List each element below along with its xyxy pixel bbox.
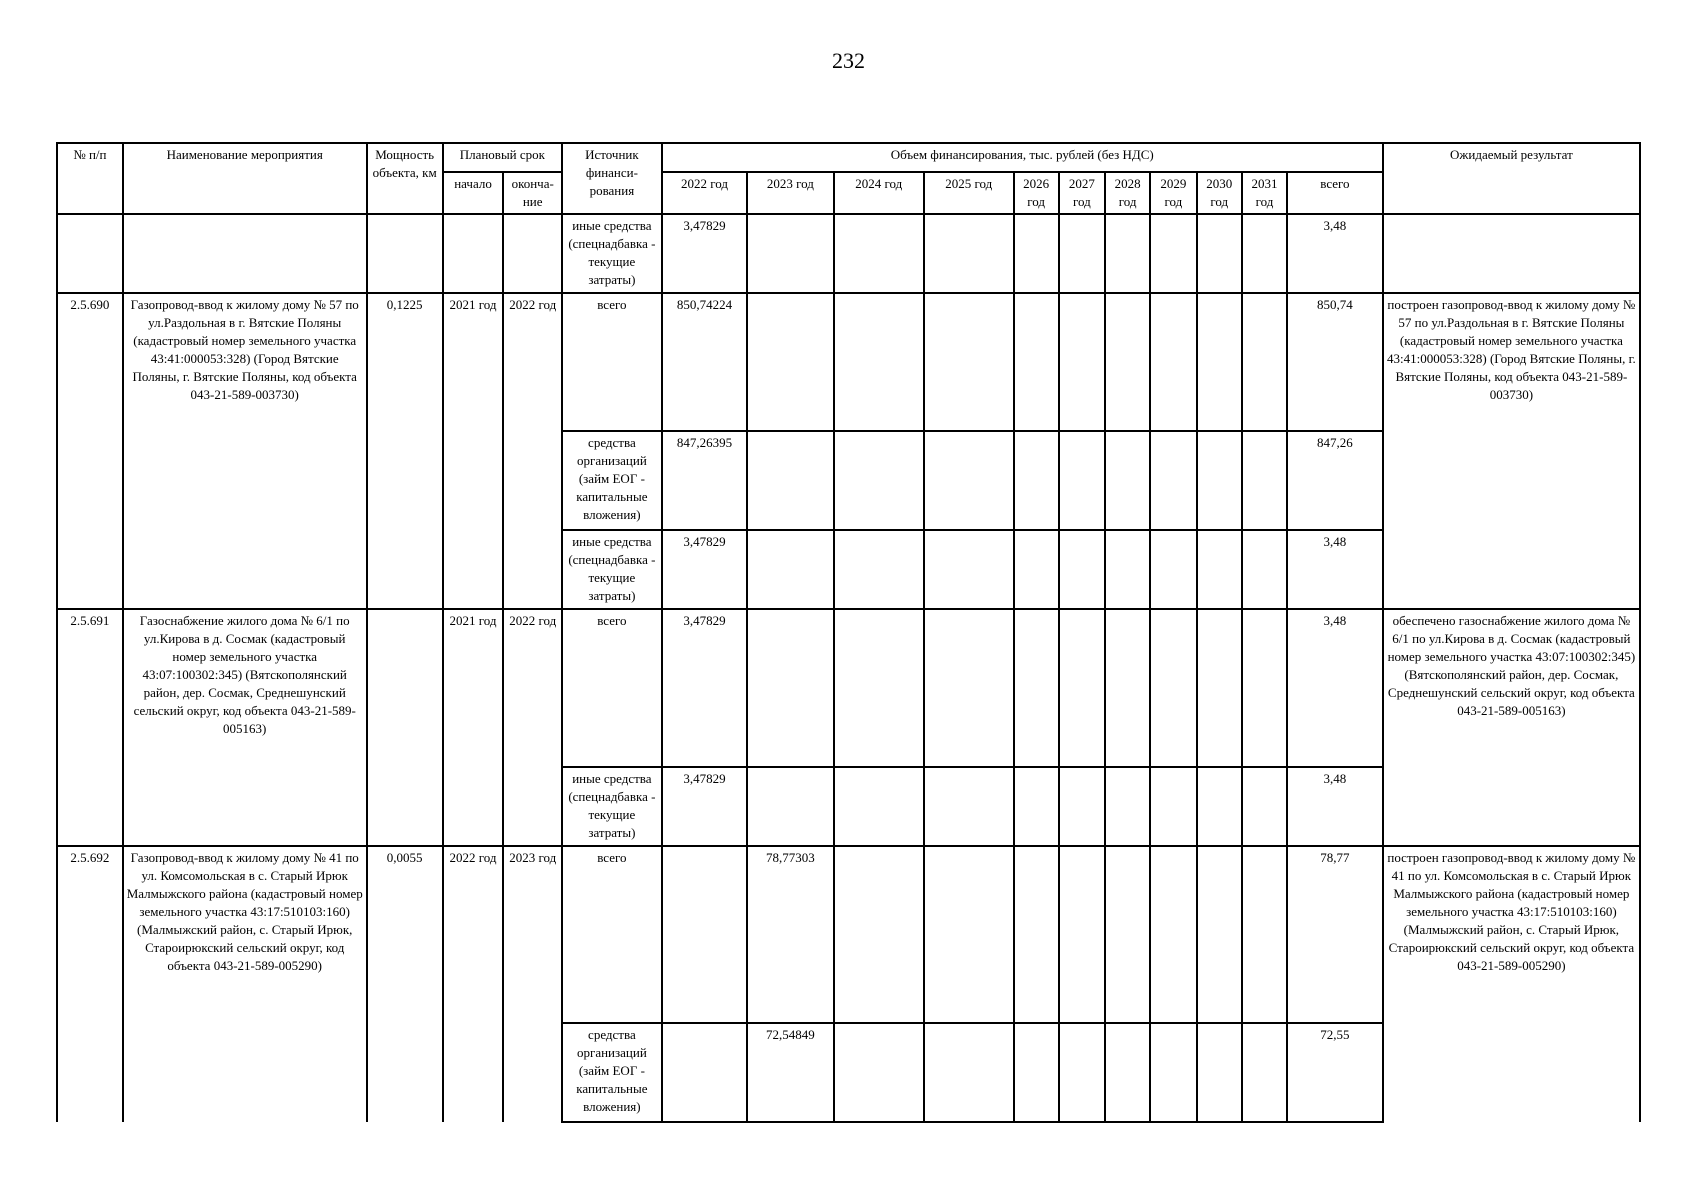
- row-year-value: [747, 214, 833, 293]
- row-total: 72,55: [1287, 1023, 1383, 1122]
- row-year-value: [1105, 293, 1150, 431]
- row-year-value: [1197, 609, 1242, 767]
- row-year-value: [834, 214, 925, 293]
- row-year-value: [747, 431, 833, 530]
- row-year-value: [834, 609, 925, 767]
- header-year-6: 2028 год: [1105, 172, 1150, 214]
- row-year-value: 3,47829: [662, 214, 747, 293]
- row-total: 78,77: [1287, 846, 1383, 1023]
- header-year-3: 2025 год: [924, 172, 1013, 214]
- row-year-value: 847,26395: [662, 431, 747, 530]
- row-year-value: [1014, 1023, 1059, 1122]
- row-year-value: [747, 530, 833, 609]
- row-year-value: [1197, 293, 1242, 431]
- row-year-value: [924, 214, 1013, 293]
- header-power: Мощность объекта, км: [367, 143, 443, 214]
- row-year-value: [1242, 530, 1287, 609]
- row-year-value: [834, 1023, 925, 1122]
- row-start: 2021 год: [443, 609, 504, 846]
- row-source: средства организаций (займ ЕОГ - капитальные вложения): [562, 431, 662, 530]
- header-term-start: начало: [443, 172, 504, 214]
- row-year-value: [747, 293, 833, 431]
- row-power: 0,0055: [367, 846, 443, 1122]
- row-result: построен газопровод-ввод к жилому дому № 57 по ул.Раздольная в г. Вятские Поляны (кадастровый номер земельного участка 43:41:000053:328) (Город Вятские Поляны, г. Вятские Поляны, код объекта 043-21-589-003730): [1383, 293, 1640, 609]
- row-total: 3,48: [1287, 767, 1383, 846]
- header-year-8: 2030 год: [1197, 172, 1242, 214]
- row-year-value: [747, 609, 833, 767]
- header-year-5: 2027 год: [1059, 172, 1105, 214]
- row-year-value: [834, 767, 925, 846]
- row-start: [443, 214, 504, 293]
- header-name: Наименование мероприятия: [123, 143, 367, 214]
- row-source: всего: [562, 609, 662, 767]
- row-year-value: [747, 767, 833, 846]
- row-result: построен газопровод-ввод к жилому дому № 41 по ул. Комсомольская в с. Старый Ирюк Малмыжского района (кадастровый номер земельного участка 43:17:510103:160) (Малмыжский район, с. Старый Ирюк, Староирюкский сельский округ, код объекта 043-21-589-005290): [1383, 846, 1640, 1122]
- row-year-value: [924, 431, 1013, 530]
- row-power: [367, 609, 443, 846]
- row-year-value: [1059, 767, 1105, 846]
- row-year-value: [1197, 1023, 1242, 1122]
- row-year-value: [1150, 214, 1196, 293]
- row-year-value: [1150, 1023, 1196, 1122]
- row-year-value: [1059, 1023, 1105, 1122]
- row-year-value: [924, 530, 1013, 609]
- header-term-end: оконча-ние: [503, 172, 562, 214]
- row-year-value: [1014, 530, 1059, 609]
- header-num: № п/п: [57, 143, 123, 214]
- row-name: Газопровод-ввод к жилому дому № 41 по ул. Комсомольская в с. Старый Ирюк Малмыжского района (кадастровый номер земельного участка 43:17:510103:160) (Малмыжский район, с. Старый Ирюк, Староирюкский сельский округ, код объекта 043-21-589-005290): [123, 846, 367, 1122]
- row-start: 2022 год: [443, 846, 504, 1122]
- row-year-value: [1105, 431, 1150, 530]
- row-source: иные средства (спецнадбавка - текущие затраты): [562, 530, 662, 609]
- row-year-value: [1105, 530, 1150, 609]
- row-power: [367, 214, 443, 293]
- header-financing: Объем финансирования, тыс. рублей (без НДС): [662, 143, 1383, 172]
- page-number: 232: [832, 48, 865, 73]
- row-end: 2023 год: [503, 846, 562, 1122]
- row-year-value: [834, 293, 925, 431]
- row-end: 2022 год: [503, 293, 562, 609]
- row-year-value: [1014, 293, 1059, 431]
- row-year-value: [1014, 214, 1059, 293]
- row-year-value: 78,77303: [747, 846, 833, 1023]
- row-year-value: [1014, 846, 1059, 1023]
- row-source: иные средства (спецнадбавка - текущие затраты): [562, 214, 662, 293]
- row-year-value: [1242, 1023, 1287, 1122]
- row-name: [123, 214, 367, 293]
- row-year-value: [1242, 846, 1287, 1023]
- row-year-value: [924, 293, 1013, 431]
- row-year-value: [1059, 293, 1105, 431]
- row-total: 3,48: [1287, 609, 1383, 767]
- row-year-value: [1150, 846, 1196, 1023]
- row-year-value: [1059, 214, 1105, 293]
- row-year-value: [924, 1023, 1013, 1122]
- row-year-value: 3,47829: [662, 609, 747, 767]
- header-year-1: 2023 год: [747, 172, 833, 214]
- row-year-value: [1059, 609, 1105, 767]
- row-year-value: [1105, 1023, 1150, 1122]
- row-power: 0,1225: [367, 293, 443, 609]
- row-year-value: 3,47829: [662, 767, 747, 846]
- table-row: [57, 293, 1640, 431]
- row-year-value: [1197, 214, 1242, 293]
- table-row: [57, 846, 1640, 1023]
- row-total: 3,48: [1287, 214, 1383, 293]
- row-year-value: [1150, 767, 1196, 846]
- financing-table: [56, 142, 1641, 1123]
- row-year-value: [1197, 530, 1242, 609]
- row-total: 847,26: [1287, 431, 1383, 530]
- row-source: средства организаций (займ ЕОГ - капитальные вложения): [562, 1023, 662, 1122]
- row-result: [1383, 214, 1640, 293]
- row-year-value: [1014, 767, 1059, 846]
- row-end: [503, 214, 562, 293]
- row-year-value: [1242, 214, 1287, 293]
- header-year-2: 2024 год: [834, 172, 925, 214]
- row-year-value: [1150, 530, 1196, 609]
- row-num: 2.5.690: [57, 293, 123, 609]
- row-source: всего: [562, 293, 662, 431]
- header-result: Ожидаемый результат: [1383, 143, 1640, 214]
- row-year-value: [1150, 431, 1196, 530]
- table-row: [57, 609, 1640, 767]
- row-end: 2022 год: [503, 609, 562, 846]
- row-year-value: [1197, 846, 1242, 1023]
- row-year-value: [1059, 846, 1105, 1023]
- row-year-value: [924, 846, 1013, 1023]
- row-year-value: 3,47829: [662, 530, 747, 609]
- header-year-7: 2029 год: [1150, 172, 1196, 214]
- row-year-value: [1197, 767, 1242, 846]
- row-year-value: [834, 530, 925, 609]
- row-year-value: 72,54849: [747, 1023, 833, 1122]
- row-source: всего: [562, 846, 662, 1023]
- row-year-value: [1150, 293, 1196, 431]
- row-year-value: [924, 609, 1013, 767]
- row-source: иные средства (спецнадбавка - текущие затраты): [562, 767, 662, 846]
- table-row: [57, 214, 1640, 293]
- header-total: всего: [1287, 172, 1383, 214]
- row-year-value: [1150, 609, 1196, 767]
- row-year-value: [1242, 293, 1287, 431]
- header-source: Источник финанси-рования: [562, 143, 662, 214]
- row-year-value: [1105, 846, 1150, 1023]
- row-year-value: [1105, 767, 1150, 846]
- row-num: 2.5.691: [57, 609, 123, 846]
- row-num: [57, 214, 123, 293]
- row-year-value: [1059, 431, 1105, 530]
- row-result: обеспечено газоснабжение жилого дома № 6/1 по ул.Кирова в д. Сосмак (кадастровый номер земельного участка 43:07:100302:345) (Вятскополянский район, дер. Сосмак, Среднешунский сельский округ, код объекта 043-21-589-005163): [1383, 609, 1640, 846]
- row-total: 850,74: [1287, 293, 1383, 431]
- row-total: 3,48: [1287, 530, 1383, 609]
- row-year-value: [1014, 431, 1059, 530]
- row-year-value: [924, 767, 1013, 846]
- header-year-0: 2022 год: [662, 172, 747, 214]
- row-year-value: [834, 846, 925, 1023]
- row-year-value: [662, 1023, 747, 1122]
- row-year-value: [1014, 609, 1059, 767]
- row-year-value: 850,74224: [662, 293, 747, 431]
- row-year-value: [834, 431, 925, 530]
- row-year-value: [1242, 609, 1287, 767]
- header-term: Плановый срок: [443, 143, 562, 172]
- row-year-value: [1059, 530, 1105, 609]
- row-start: 2021 год: [443, 293, 504, 609]
- header-year-4: 2026 год: [1014, 172, 1059, 214]
- row-year-value: [1242, 767, 1287, 846]
- row-year-value: [1105, 214, 1150, 293]
- row-year-value: [1242, 431, 1287, 530]
- row-year-value: [1197, 431, 1242, 530]
- row-year-value: [662, 846, 747, 1023]
- row-name: Газопровод-ввод к жилому дому № 57 по ул.Раздольная в г. Вятские Поляны (кадастровый номер земельного участка 43:41:000053:328) (Город Вятские Поляны, г. Вятские Поляны, код объекта 043-21-589-003730): [123, 293, 367, 609]
- row-year-value: [1105, 609, 1150, 767]
- header-year-9: 2031 год: [1242, 172, 1287, 214]
- row-name: Газоснабжение жилого дома № 6/1 по ул.Кирова в д. Сосмак (кадастровый номер земельного участка 43:07:100302:345) (Вятскополянский район, дер. Сосмак, Среднешунский сельский округ, код объекта 043-21-589-005163): [123, 609, 367, 846]
- row-num: 2.5.692: [57, 846, 123, 1122]
